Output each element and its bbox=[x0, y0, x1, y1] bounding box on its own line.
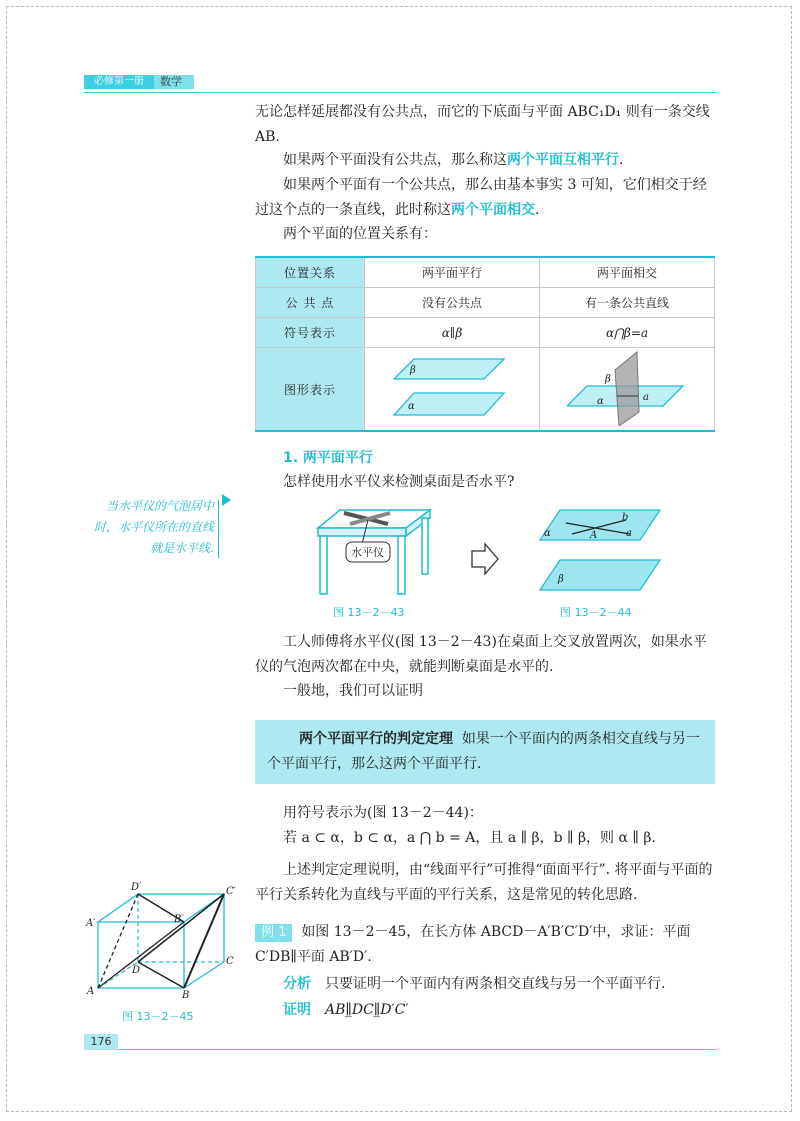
svg-text:A′: A′ bbox=[86, 918, 96, 929]
paragraph-4: 两个平面的位置关系有： bbox=[283, 226, 437, 242]
right-arrow-icon bbox=[470, 542, 500, 576]
svg-text:b: b bbox=[622, 512, 629, 523]
symbol-intro: 用符号表示为(图 13－2－44)： bbox=[283, 805, 483, 821]
margin-note: 当水平仪的气泡居中时，水平仪所在的直线就是水平线. bbox=[93, 499, 214, 555]
svg-text:β: β bbox=[410, 364, 416, 376]
theorem-title: 两个平面平行的判定定理 bbox=[299, 731, 453, 747]
table-cell bbox=[365, 348, 540, 432]
table-header-cell: 符号表示 bbox=[256, 318, 365, 348]
symbol-statement: 若 a ⊂ α，b ⊂ α，a ⋂ b = A，且 a ∥ β，b ∥ β，则 α ∥ β. bbox=[283, 830, 656, 846]
svg-text:A: A bbox=[87, 986, 95, 997]
parallel-planes-figure bbox=[392, 353, 512, 423]
svg-text:A: A bbox=[590, 530, 598, 541]
table-header-cell: 位置关系 bbox=[256, 257, 365, 288]
paragraph-1: 无论怎样延展都没有公共点，而它的下底面与平面 ABC₁D₁ 则有一条交线 AB. bbox=[255, 104, 710, 145]
svg-text:β: β bbox=[605, 373, 611, 385]
footer-rule bbox=[118, 1049, 716, 1050]
plane-position-table bbox=[255, 256, 715, 432]
table-cell: α⋂β=a bbox=[540, 318, 715, 348]
svg-text:B: B bbox=[182, 990, 190, 1000]
svg-text:α: α bbox=[597, 395, 604, 407]
table-header-cell: 图形表示 bbox=[256, 348, 365, 432]
theorem-box bbox=[255, 720, 715, 784]
table-row bbox=[256, 288, 715, 318]
parallel-planes-lines-figure bbox=[536, 506, 666, 596]
svg-text:a: a bbox=[626, 528, 632, 539]
figure-caption: 图 13－2－45 bbox=[122, 1010, 194, 1023]
table-cell: 两平面平行 bbox=[365, 257, 540, 288]
svg-text:D: D bbox=[132, 965, 141, 976]
example-tag: 例 1 bbox=[255, 924, 292, 942]
svg-text:a: a bbox=[643, 391, 649, 403]
header-rule bbox=[84, 92, 716, 93]
keyword-parallel: 两个平面互相平行 bbox=[507, 152, 619, 168]
svg-text:C′: C′ bbox=[226, 886, 236, 897]
proof-line: 证明 AB∥̲DC∥̲D′C′ bbox=[283, 1002, 409, 1018]
paragraph-3: 如果两个平面有一个公共点，那么由基本事实 3 可知，它们相交于经过这个点的一条直线，此时称这两个平面相交. bbox=[255, 177, 707, 218]
svg-text:α: α bbox=[544, 528, 551, 539]
analysis-line: 分析 只要证明一个平面内有两条相交直线与另一个平面平行. bbox=[283, 976, 666, 992]
subject-label: 数学 bbox=[160, 75, 182, 88]
table-row bbox=[256, 257, 715, 288]
intersecting-planes-figure bbox=[567, 350, 687, 426]
table-row bbox=[256, 318, 715, 348]
margin-note-rule bbox=[218, 500, 219, 558]
level-on-table-figure bbox=[306, 498, 436, 598]
figure-caption: 图 13－2－43 bbox=[333, 606, 405, 619]
paragraph-2: 如果两个平面没有公共点，那么称这两个平面互相平行. bbox=[283, 152, 624, 168]
svg-text:α: α bbox=[408, 400, 415, 412]
book-title: 必修第一册 bbox=[84, 75, 154, 89]
table-cell: 两平面相交 bbox=[540, 257, 715, 288]
svg-text:β: β bbox=[558, 574, 564, 585]
table-cell: α∥β bbox=[365, 318, 540, 348]
margin-note-arrow bbox=[222, 494, 231, 506]
cuboid-figure bbox=[84, 880, 244, 1000]
paragraph-6: 一般地，我们可以证明 bbox=[283, 683, 423, 699]
svg-text:D′: D′ bbox=[131, 882, 142, 893]
svg-text:B′: B′ bbox=[174, 914, 184, 925]
keyword-intersect: 两个平面相交 bbox=[451, 202, 535, 218]
table-cell bbox=[540, 348, 715, 432]
table-row bbox=[256, 348, 715, 432]
svg-text:水平仪: 水平仪 bbox=[351, 546, 384, 559]
theorem-body: 如果一个平面内的两条相交直线与另一个平面平行，那么这两个平面平行. bbox=[267, 731, 700, 772]
paragraph-5: 工人师傅将水平仪(图 13－2－43)在桌面上交叉放置两次，如果水平仪的气泡两次都在中央，就能判断桌面是水平的. bbox=[255, 634, 707, 675]
figure-caption: 图 13－2－44 bbox=[560, 606, 632, 619]
table-cell: 没有公共点 bbox=[365, 288, 540, 318]
analysis-label: 分析 bbox=[283, 976, 311, 992]
section-heading: 1. 两平面平行 bbox=[283, 450, 373, 466]
question-text: 怎样使用水平仪来检测桌面是否水平? bbox=[283, 474, 515, 490]
page-number: 176 bbox=[84, 1034, 118, 1050]
proof-label: 证明 bbox=[283, 1002, 311, 1018]
table-header-cell: 公 共 点 bbox=[256, 288, 365, 318]
table-cell: 有一条公共直线 bbox=[540, 288, 715, 318]
example-1: 例 1 如图 13－2－45，在长方体 ABCD－A′B′C′D′中，求证：平面C′DB∥平面 AB′D′. bbox=[255, 924, 691, 965]
svg-text:C: C bbox=[226, 956, 234, 967]
paragraph-7: 上述判定定理说明，由“线面平行”可推得“面面平行”. 将平面与平面的平行关系转化为直线与平面的平行关系，这是常见的转化思路. bbox=[255, 862, 713, 903]
